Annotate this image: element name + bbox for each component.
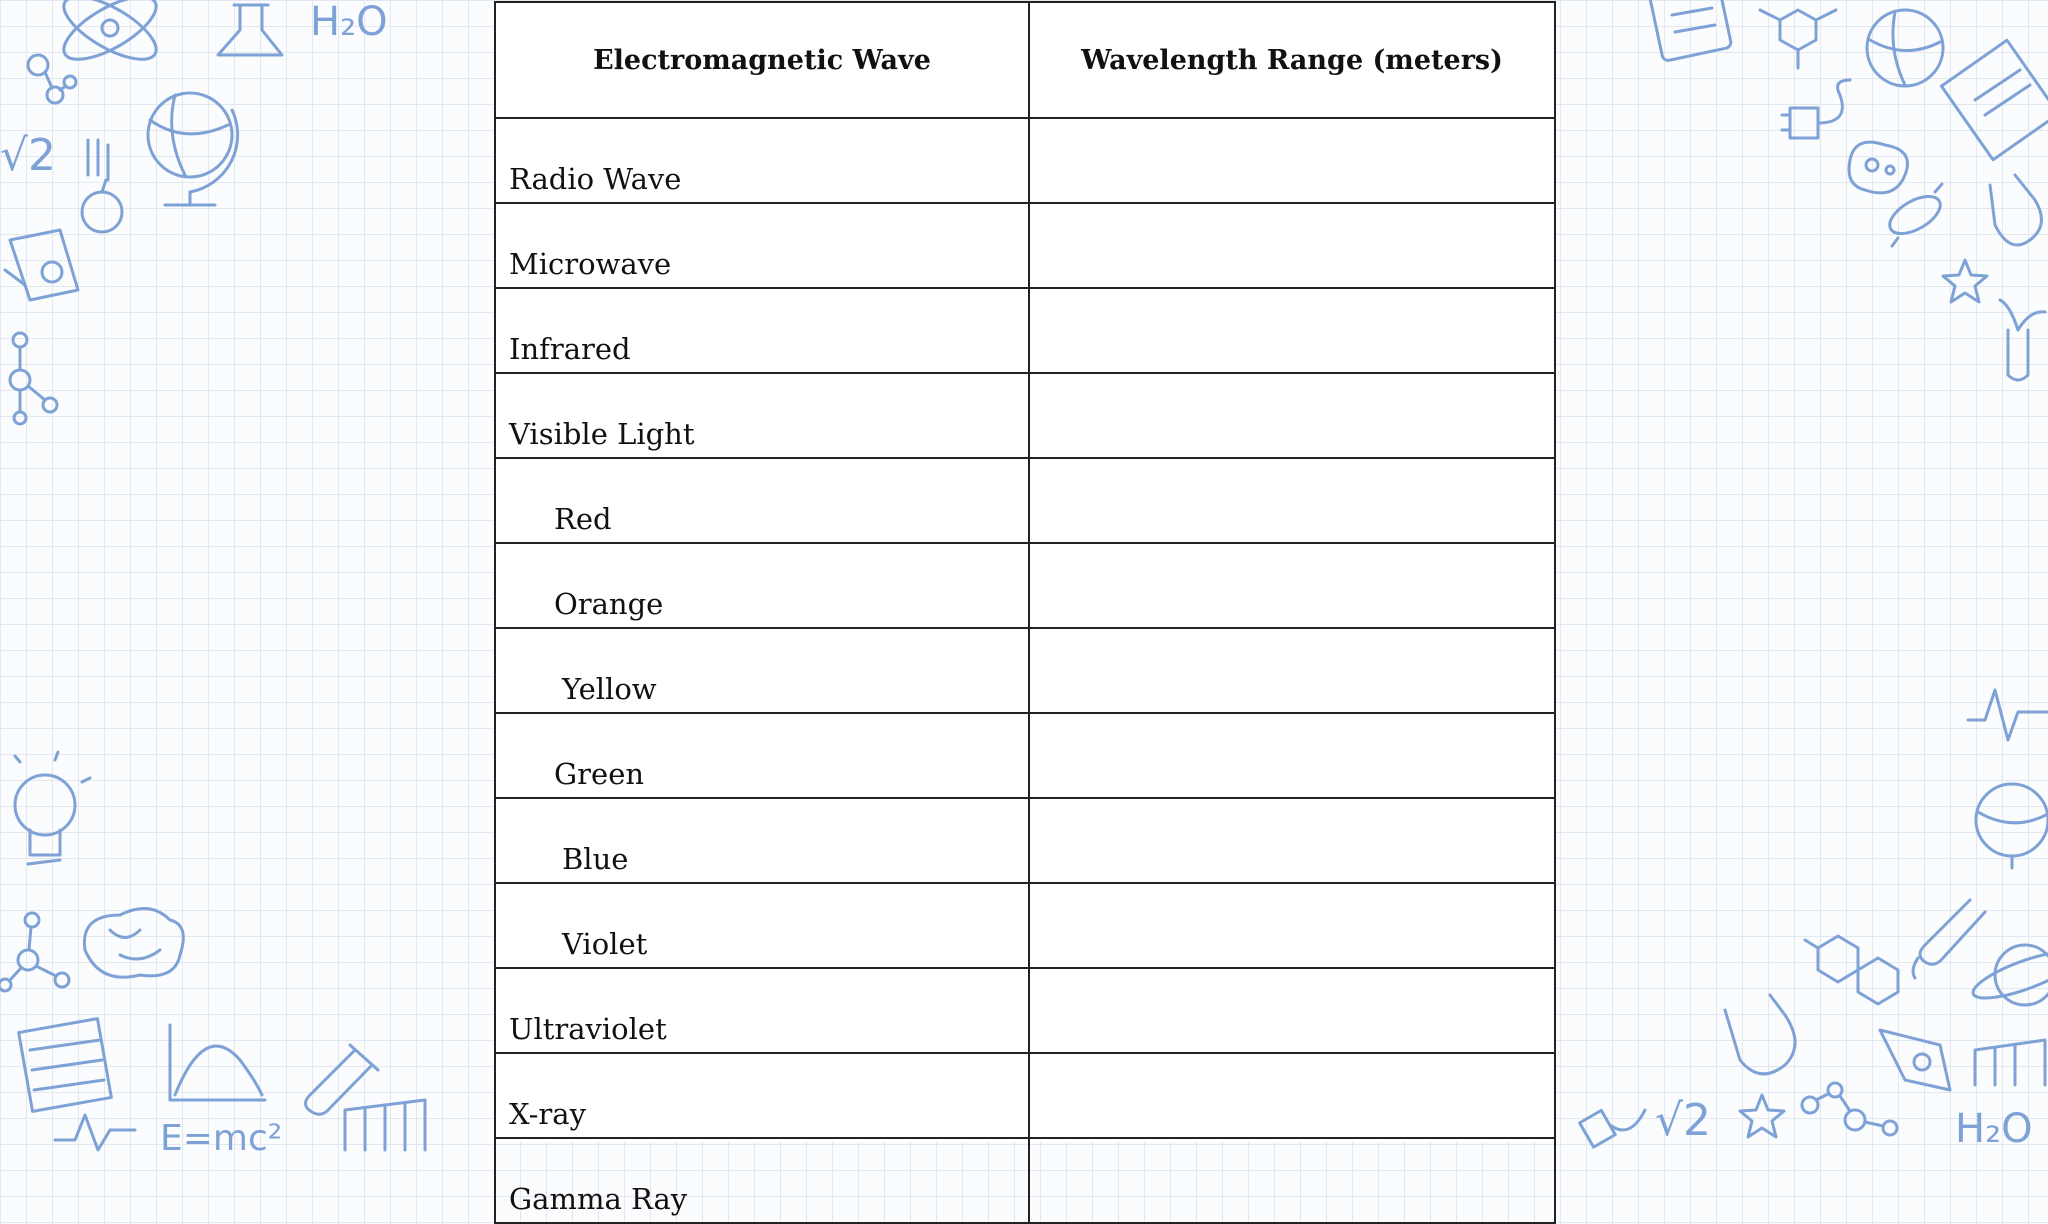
apple-icon [82,140,122,232]
sqrt-formula-text: √2 [0,130,57,181]
table-row [495,628,1555,713]
wave-name-cell: Orange [495,543,1029,628]
wave-name-cell: Gamma Ray [495,1138,1029,1223]
wavelength-range-cell[interactable] [1029,543,1555,628]
globe-icon [148,93,238,205]
microbe-icon [1849,142,1908,193]
water-formula-text: H₂O [310,0,388,45]
magnet-bottom-icon [1725,995,1795,1074]
graph-icon [170,1025,265,1100]
test-tube-icon [305,1045,378,1114]
wave-name-cell: Red [495,458,1029,543]
wavelength-range-cell[interactable] [1029,1053,1555,1138]
water-formula-right-text: H₂O [1955,1106,2033,1152]
wave-name-cell: X-ray [495,1053,1029,1138]
wave-name-cell: Ultraviolet [495,968,1029,1053]
wave-name-cell: Violet [495,883,1029,968]
table-row [495,968,1555,1053]
molecule-bottom-right-icon [1802,1083,1897,1135]
table-row [495,373,1555,458]
table-row [495,203,1555,288]
wave-name-cell: Yellow [495,628,1029,713]
heartbeat-icon [55,1115,135,1150]
wavelength-range-cell[interactable] [1029,628,1555,713]
wavelength-range-cell[interactable] [1029,1138,1555,1223]
star-bottom-icon [1740,1095,1784,1137]
table-row [495,1053,1555,1138]
wavelength-range-cell[interactable] [1029,118,1555,203]
rocket-right-icon [1880,1030,1950,1090]
bacteria-icon [1884,184,1946,246]
notebook-icon [1941,40,2048,160]
globe-right-icon [1867,10,1943,86]
table-row [495,288,1555,373]
books-right-icon [1975,1040,2045,1085]
table-row [495,543,1555,628]
wavelength-range-cell[interactable] [1029,968,1555,1053]
plug-bottom-icon [1580,1110,1645,1147]
heartbeat-right-icon [1968,690,2048,740]
table-row [495,458,1555,543]
molecule-icon [28,55,76,103]
planet-icon [1969,943,2048,1007]
rocket-icon [5,230,78,300]
books-icon [345,1100,425,1150]
wavelength-range-cell[interactable] [1029,798,1555,883]
table-row [495,883,1555,968]
table-row [495,713,1555,798]
wavelength-range-cell[interactable] [1029,288,1555,373]
wavelength-table [494,1,1556,1224]
table-header-row [495,2,1555,118]
molecule-chain-icon [10,333,57,424]
star-icon [1943,260,1987,302]
wave-name-cell: Green [495,713,1029,798]
magnet-icon [1990,175,2041,245]
hexagon-molecule-icon [1760,10,1836,68]
wavelength-range-cell[interactable] [1029,203,1555,288]
wavelength-range-cell[interactable] [1029,458,1555,543]
globe-bottom-right-icon [1976,784,2048,868]
calculator-icon [1648,0,1732,61]
flask-icon [218,5,282,55]
header-electromagnetic-wave: Electromagnetic Wave [495,2,1029,118]
header-wavelength-range: Wavelength Range (meters) [1029,2,1555,118]
abacus-icon [19,1019,112,1112]
table-row [495,798,1555,883]
brain-icon [84,909,183,978]
plug-icon [1782,80,1850,138]
table-row [495,118,1555,203]
wave-name-cell: Microwave [495,203,1029,288]
molecule-bottom-icon [0,913,69,991]
atom-icon [55,0,165,71]
sqrt-formula-right-text: √2 [1655,1095,1712,1146]
wavelength-range-cell[interactable] [1029,373,1555,458]
worksheet-sheet [494,1,1554,1216]
hexagon-bottom-icon [1805,936,1898,1004]
wave-name-cell: Blue [495,798,1029,883]
wave-name-cell: Infrared [495,288,1029,373]
wave-name-cell: Visible Light [495,373,1029,458]
thermometer-icon [1913,900,1985,978]
wavelength-range-cell[interactable] [1029,713,1555,798]
energy-formula-text: E=mc² [160,1118,283,1152]
wave-name-cell: Radio Wave [495,118,1029,203]
lightbulb-icon [15,752,90,864]
plant-tube-icon [2000,300,2045,380]
wavelength-range-cell[interactable] [1029,883,1555,968]
table-row [495,1138,1555,1223]
